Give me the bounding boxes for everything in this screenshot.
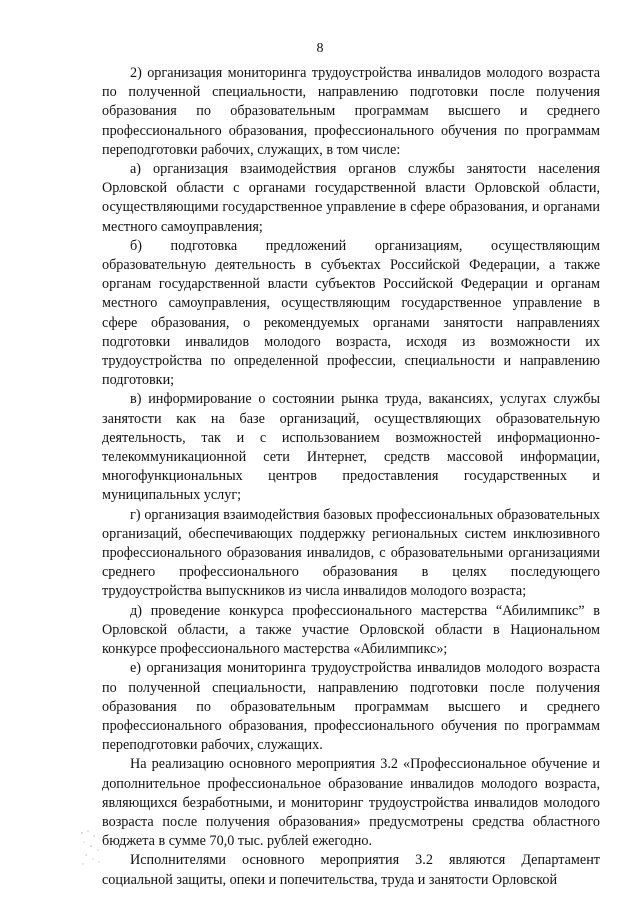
document-body bbox=[102, 64, 600, 890]
paragraph-funding: На реализацию основного мероприятия 3.2 «Профессиональное обучение и дополнительное профессиональное образование инвалидов молодого возраста, являющихся безработными, и мониторинг трудоустройства инвалидов молодого возраста после получения образования» предусмотрены средства областного бюджета в сумме 70,0 тыс. рублей ежегодно. bbox=[102, 756, 600, 850]
scan-noise-mark bbox=[78, 828, 104, 868]
paragraph-subitem-e: е) организация мониторинга трудоустройства инвалидов молодого возраста по полученной специальности, направлению подготовки после получения образования по образовательным программам высшего и среднего профессионального образования, профессионального обучения по программам переподготовки рабочих, служащих. bbox=[102, 660, 600, 754]
paragraph-item-2: 2) организация мониторинга трудоустройства инвалидов молодого возраста по полученной специальности, направлению подготовки после получения образования по образовательным программам высшего и среднего профессионального образования, профессионального обучения по программам переподготовки рабочих, служащих, в том числе: bbox=[102, 65, 600, 158]
paragraph-subitem-v: в) информирование о состоянии рынка труда, вакансиях, услугах службы занятости как на базе организаций, осуществляющих образовательную деятельность, так и с использованием возможностей информационно-телекоммуникационной сети Интернет, средств массовой информации, многофункциональных центров предоставления государственных и муниципальных услуг; bbox=[102, 391, 600, 504]
paragraph-subitem-g: г) организация взаимодействия базовых профессиональных образовательных организаций, обеспечивающих поддержку региональных систем инклюзивного профессионального образования инвалидов, с образовательными организациями среднего профессионального образования в целях последующего трудоустройства выпускников из числа инвалидов молодого возраста; bbox=[102, 506, 600, 600]
paragraph-subitem-a: а) организация взаимодействия органов службы занятости населения Орловской области с органами государственной власти Орловской области, осуществляющими государственное управление в сфере образования, и органами местного самоуправления; bbox=[102, 161, 600, 235]
page-number: 8 bbox=[316, 41, 324, 56]
paragraph-subitem-d: д) проведение конкурса профессионального мастерства “Абилимпикс” в Орловской области, а также участие Орловской области в Национальном конкурсе профессионального мастерства «Абилимпикс»; bbox=[102, 602, 600, 658]
paragraph-subitem-b: б) подготовка предложений организациям, осуществляющим образовательную деятельность в субъектах Российской Федерации, а также органам государственной власти субъектов Российской Федерации и органам местного самоуправления, осуществляющим государственное управление в сфере образования, о рекомендуемых органами занятости направлениях подготовки инвалидов молодого возраста, исходя из возможности их трудоустройства по определенной профессии, специальности и направлению подготовки; bbox=[102, 237, 600, 389]
paragraph-executors: Исполнителями основного мероприятия 3.2 являются Департамент социальной защиты, опеки и попечительства, труда и занятости Орловской bbox=[102, 852, 600, 888]
